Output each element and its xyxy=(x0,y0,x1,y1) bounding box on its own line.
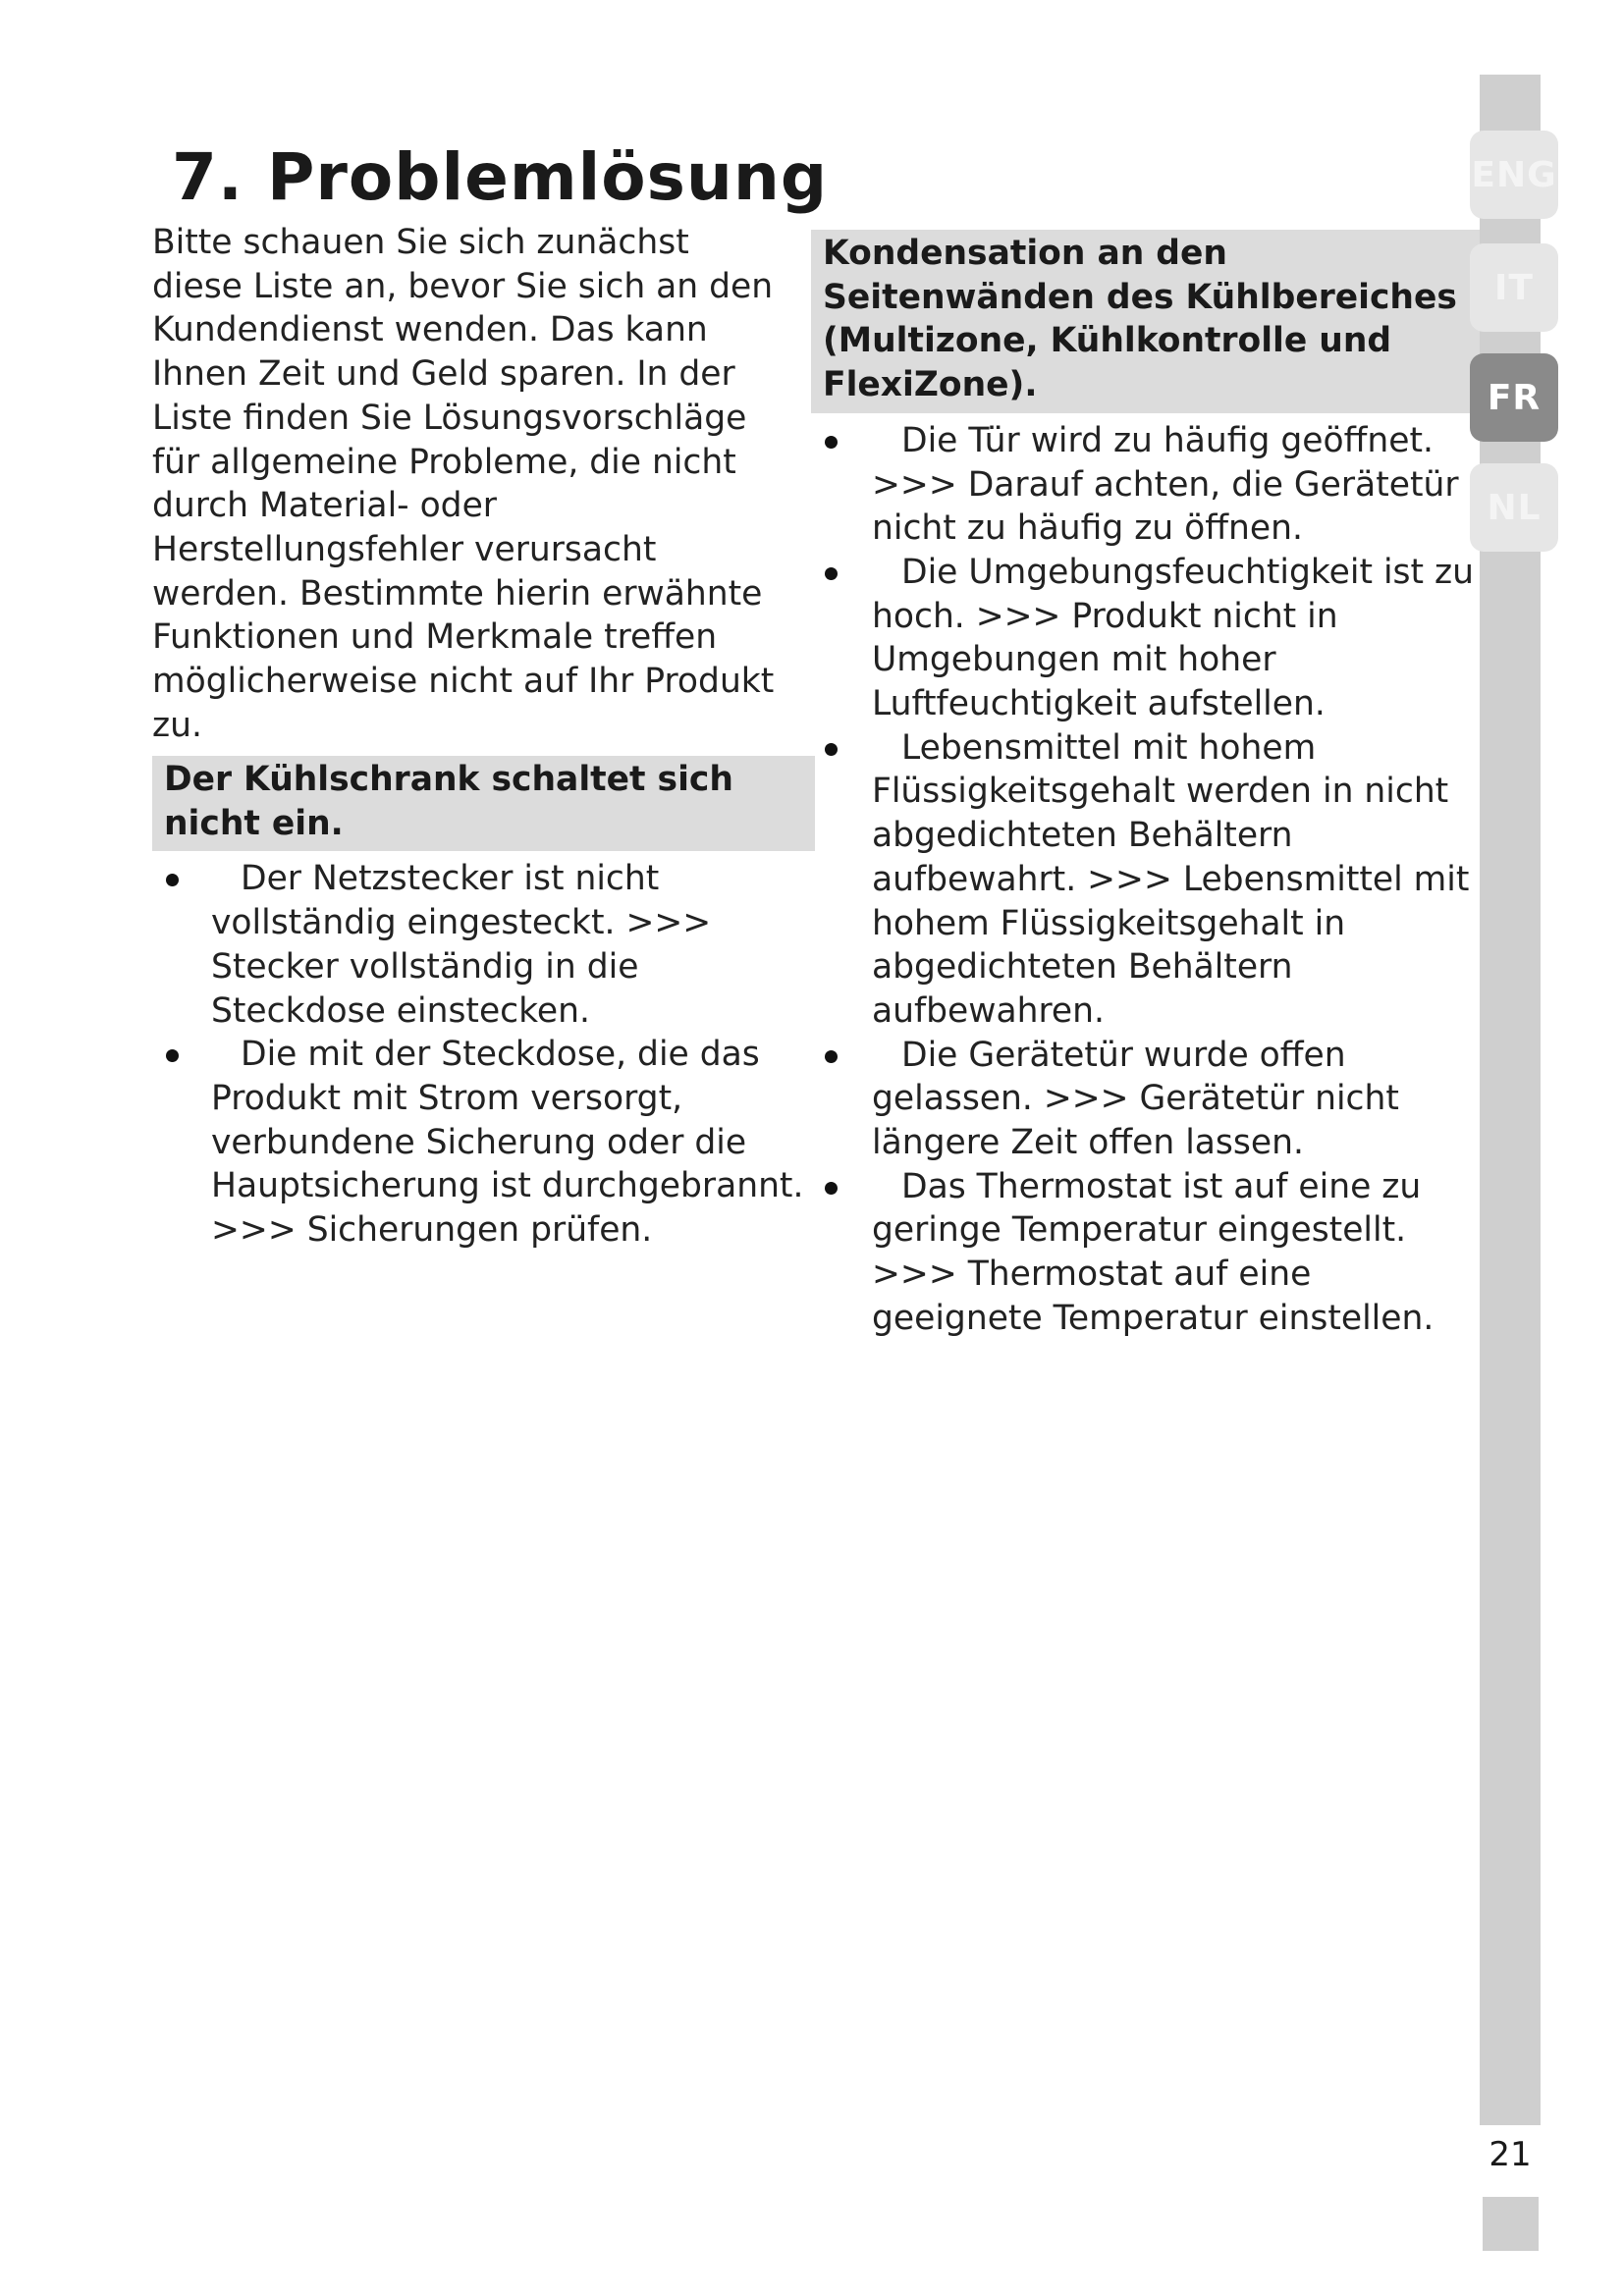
list-item-text: Der Netzstecker ist nicht vollständig eingesteckt. >>> Stecker vollständig in die Steckdose einstecken. xyxy=(211,859,712,1031)
section-fridge-not-on xyxy=(152,756,815,1253)
bullet-icon xyxy=(825,1050,838,1063)
list-item xyxy=(811,1165,1479,1341)
bullet-icon xyxy=(825,436,838,449)
bullet-list xyxy=(811,419,1479,1341)
intro-paragraph: Bitte schauen Sie sich zunächst diese Liste an, bevor Sie sich an den Kundendienst wenden. Das kann Ihnen Zeit und Geld sparen. In der Liste finden Sie Lösungsvorschläge für allgemeine Probleme, die nicht durch Material- oder Herstellungsfehler verursacht werden. Bestimmte hierin erwähnte Funktionen und Merkmale treffen möglicherweise nicht auf Ihr Produkt zu. xyxy=(152,223,775,745)
bullet-icon xyxy=(825,743,838,756)
bullet-list xyxy=(152,857,815,1252)
list-item-text: Lebensmittel mit hohem Flüssigkeitsgehalt werden in nicht abgedichteten Behältern aufbewahrt. >>> Lebensmittel mit hohem Flüssigkeitsgehalt in abgedichteten Behältern aufbewahren. xyxy=(872,727,1470,1031)
language-tab-it[interactable]: IT xyxy=(1470,243,1558,332)
list-item xyxy=(811,419,1479,551)
language-tab-nl[interactable]: NL xyxy=(1470,463,1558,552)
page-number: 21 xyxy=(1489,2135,1532,2174)
list-item xyxy=(811,726,1479,1034)
list-item-text: Die Gerätetür wurde offen gelassen. >>> Gerätetür nicht längere Zeit offen lassen. xyxy=(872,1035,1399,1163)
list-item xyxy=(152,857,815,1033)
page-title: 7. Problemlösung xyxy=(172,139,829,215)
list-item-text: Die Umgebungsfeuchtigkeit ist zu hoch. >>> Produkt nicht in Umgebungen mit hoher Luftfeuchtigkeit aufstellen. xyxy=(872,552,1474,724)
section-condensation xyxy=(811,230,1479,1341)
list-item xyxy=(152,1033,815,1253)
list-item-text: Die Tür wird zu häufig geöffnet. >>> Darauf achten, die Gerätetür nicht zu häufig zu öffnen. xyxy=(872,420,1459,549)
section-heading: Der Kühlschrank schaltet sich nicht ein. xyxy=(152,756,815,851)
bullet-icon xyxy=(825,1182,838,1195)
list-item xyxy=(811,1034,1479,1165)
bullet-icon xyxy=(166,874,179,886)
list-item xyxy=(811,551,1479,726)
footer-marker xyxy=(1483,2197,1539,2251)
language-tab-fr[interactable]: FR xyxy=(1470,353,1558,442)
bullet-icon xyxy=(166,1049,179,1062)
list-item-text: Die mit der Steckdose, die das Produkt mit Strom versorgt, verbundene Sicherung oder die Hauptsicherung ist durchgebrannt. >>> Sicherungen prüfen. xyxy=(211,1035,804,1251)
section-heading: Kondensation an den Seitenwänden des Kühlbereiches (Multizone, Kühlkontrolle und FlexiZone). xyxy=(811,230,1489,413)
bullet-icon xyxy=(825,567,838,580)
language-tab-eng[interactable]: ENG xyxy=(1470,131,1558,219)
list-item-text: Das Thermostat ist auf eine zu geringe Temperatur eingestellt. >>> Thermostat auf eine geeignete Temperatur einstellen. xyxy=(872,1166,1435,1338)
